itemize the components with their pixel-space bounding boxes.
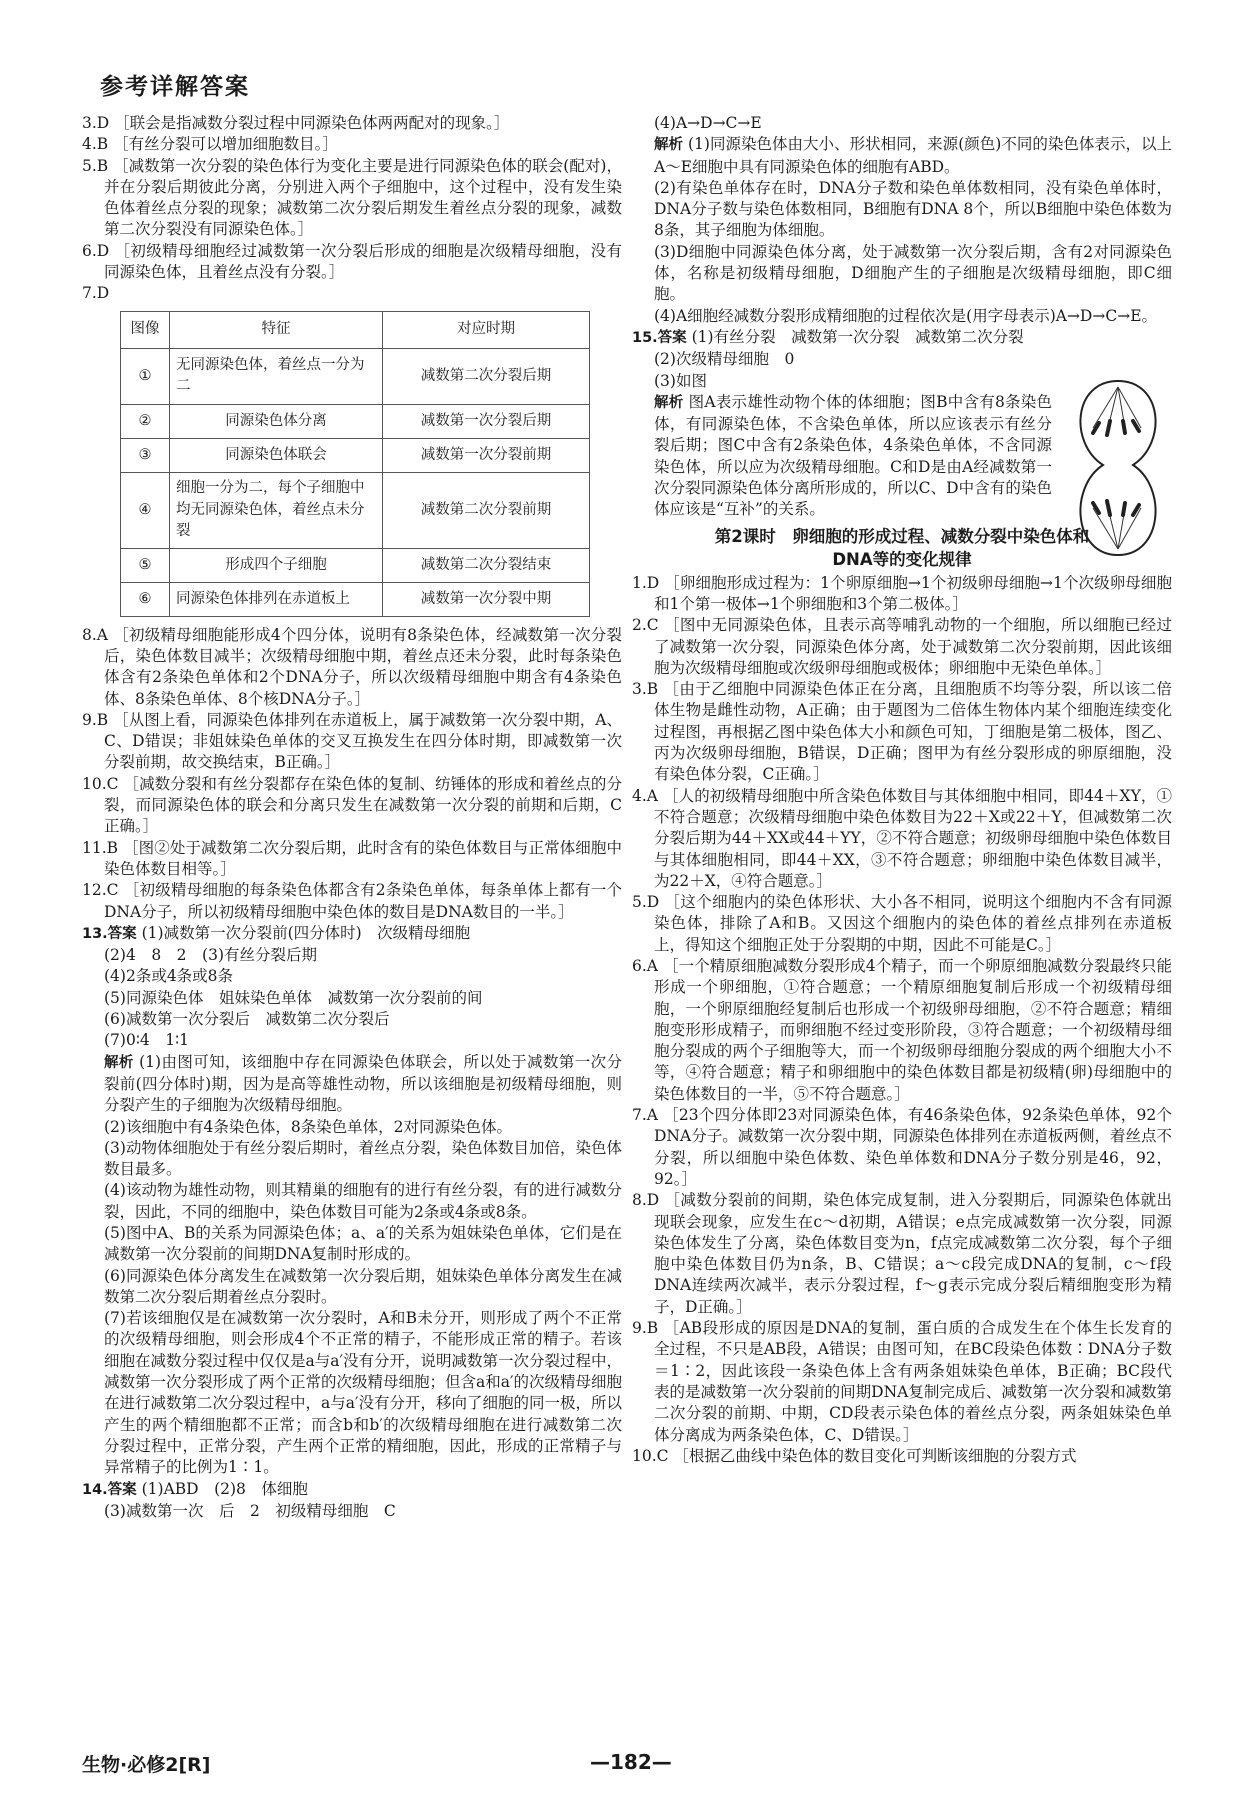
answer-8: 8.A ［初级精母细胞能形成4个四分体，说明有8条染色体，经减数第一次分裂后，染色体数目减半；次级精母细胞中期，着丝点还未分裂，此时每条染色体含有2条染色单体和2个DNA分子，所以次级精母细胞中期含有4条染色体、8条染色单体、8个核DNA分子。］ (82, 625, 622, 708)
answer-13-part: (1)减数第一次分裂前(四分体时) 次级精母细胞 (141, 923, 471, 942)
answer-14-part: (4)A→D→C→E (654, 114, 762, 132)
section-title-line: 第2课时 卵细胞的形成过程、减数分裂中染色体和 (714, 526, 1090, 546)
answer-15-part: (3)如图 (654, 371, 707, 390)
section-answer-9: 9.B ［AB段形成的原因是DNA的复制，蛋白质的合成发生在个体生长发育的全过程，不只是AB段，A错误；由图可知，在BC段染色体数∶DNA分子数＝1∶2，因此该段一条染色体上含有两条姐妹染色单体，B正确；BC段代表的是减数第一次分裂前的间期DNA复制完成后、减数第一次分裂和减数第二次分裂的前期、中期，CD段表示染色体的着丝点分裂，两条姐妹染色单体分离成为两条染色体，C、D错误。］ (632, 1319, 1172, 1444)
section-answer-3: 3.B ［由于乙细胞中同源染色体正在分离，且细胞质不均等分裂，所以该二倍体生物是雌性动物，A正确；由于题图为二倍体生物体内某个细胞连续变化过程图，再根据乙图中染色体大小和颜色可知，丁细胞是第二极体，图乙、丙为次级卵母细胞，B错误，D正确；图甲为有丝分裂形成的卵原细胞，没有染色体分裂，C正确。］ (632, 680, 1172, 784)
table-row (121, 472, 590, 548)
analysis-text: (1)由图可知，该细胞中存在同源染色体联会，所以处于减数第一次分裂前(四分体时)期，因为是高等雄性动物，所以该细胞是初级精母细胞，则分裂产生的子细胞为次级精母细胞。 (104, 1052, 622, 1115)
table-cell: ④ (121, 472, 170, 548)
answer-6: 6.D ［初级精母细胞经过减数第一次分裂后形成的细胞是次级精母细胞，没有同源染色体，且着丝点没有分裂。］ (82, 241, 622, 282)
table-cell: ② (121, 404, 170, 438)
table-cell: 形成四个子细胞 (170, 548, 383, 582)
answer-15-part: (2)次级精母细胞 0 (654, 350, 795, 369)
answer-13-part: (6)减数第一次分裂后 减数第二次分裂后 (104, 1010, 390, 1029)
table-cell: 减数第一次分裂后期 (383, 404, 590, 438)
answer-13-part: (2)4 8 2 (3)有丝分裂后期 (104, 946, 317, 965)
answer-7: 7.D (82, 284, 110, 303)
table-row (121, 348, 590, 404)
answer-label: 13.答案 (82, 925, 137, 942)
table-cell: 无同源染色体，着丝点一分为二 (170, 348, 383, 404)
section-answer-2: 2.C ［图中无同源染色体，且表示高等哺乳动物的一个细胞，所以细胞已经过了减数第一次分裂，同源染色体分离，处于减数第二次分裂前期，因此该细胞为次级精母细胞或次级卵母细胞或极体；卵细胞中无染色单体。］ (632, 616, 1172, 677)
analysis-14 (632, 134, 1172, 178)
page-number: —182— (590, 1750, 672, 1774)
table-cell: 同源染色体排列在赤道板上 (170, 582, 383, 616)
analysis-text: (2)有染色单体存在时，DNA分子数和染色单体数相同，没有染色单体时，DNA分子数与染色体数相同，B细胞有DNA 8个，所以B细胞中染色体数为8条，其子细胞为体细胞。 (654, 178, 1172, 240)
answer-13-part: (7)0∶4 1∶1 (104, 1031, 189, 1050)
table-row (121, 548, 590, 582)
answer-12: 12.C ［初级精母细胞的每条染色体都含有2条染色单体，每条单体上都有一个DNA分子，所以初级精母细胞中染色体的数目是DNA数目的一半。］ (82, 881, 622, 921)
analysis-text: (2)该细胞中有4条染色体，8条染色单体，2对同源染色体。 (104, 1117, 513, 1136)
section-answer-6: 6.A ［一个精原细胞减数分裂形成4个精子，而一个卵原细胞减数分裂最终只能形成一个卵细胞，①符合题意；一个精原细胞复制后形成一个初级精母细胞，一个卵原细胞经复制后也形成一个初级卵母细胞，②不符合题意；精细胞变形形成精子，而卵细胞不经过变形阶段，③符合题意；一个初级精母细胞分裂成的两个子细胞等大，而一个初级卵母细胞分裂成的两个细胞大小不等，④符合题意；精子和卵细胞中的染色体数目都是初级精(卵)母细胞中的染色体数目的一半，⑤不符合题意。］ (632, 956, 1172, 1103)
answer-15 (632, 327, 1052, 349)
section-answer-5: 5.D ［这个细胞内的染色体形状、大小各不相同，说明这个细胞内不含有同源染色体，排除了A和B。又因这个细胞内的染色体的着丝点排列在赤道板上，得知这个细胞正处于分裂期的中期，因此不可能是C。］ (632, 893, 1172, 954)
table-header-cell: 图像 (121, 311, 170, 348)
answer-13-part: (4)2条或4条或8条 (104, 967, 234, 986)
answer-15-block (632, 327, 1052, 521)
answer-14 (82, 1479, 622, 1501)
dividing-cell-figure (1063, 373, 1173, 563)
answer-9: 9.B ［从图上看，同源染色体排列在赤道板上，属于减数第一次分裂中期，A、C、D错误；非姐妹染色单体的交叉互换发生在四分体时期，即减数第一次分裂前期，故交换结束，B正确。］ (82, 710, 622, 772)
analysis-text: (4)该动物为雄性动物，则其精巢的细胞有的进行有丝分裂，有的进行减数分裂，因此，不同的细胞中，染色体数目可能为2条或4条或8条。 (104, 1181, 622, 1221)
table-cell: 减数第一次分裂中期 (383, 582, 590, 616)
table-cell: 减数第二次分裂前期 (383, 472, 590, 548)
section-answer-8: 8.D ［减数分裂前的间期，染色体完成复制，进入分裂期后，同源染色体就出现联会现象，应发生在c～d初期，A错误；e点完成减数第一次分裂，同源染色体发生了分离，染色体数目变为n，f点完成减数第二次分裂，每个子细胞中染色体数目仍为n条，B、C错误；a～c段完成DNA的复制，c～f段DNA连续两次减半，表示分裂过程，f～g表示完成分裂后精细胞变形为精子，D正确。］ (632, 1191, 1172, 1316)
analysis-text: (1)同源染色体由大小、形状相同，来源(颜色)不同的染色体表示，以上A～E细胞中具有同源染色体的细胞有ABD。 (654, 135, 1172, 176)
section-title-line: DNA等的变化规律 (832, 549, 972, 569)
answer-15-part: (1)有丝分裂 减数第一次分裂 减数第二次分裂 (691, 327, 1024, 346)
analysis-text: (3)动物体细胞处于有丝分裂后期时，着丝点分裂，染色体数目加倍，染色体数目最多。 (104, 1138, 622, 1179)
right-column (632, 113, 1172, 1467)
table-cell: 同源染色体联会 (170, 438, 383, 472)
answer-label: 14.答案 (82, 1481, 137, 1498)
analysis-text: (5)图中A、B的关系为同源染色体；a、a′的关系为姐妹染色单体，它们是在减数第一次分裂前的间期DNA复制时形成的。 (104, 1223, 622, 1264)
page-header-title: 参考详解答案 (100, 74, 250, 100)
analysis-13 (82, 1052, 622, 1117)
analysis-label: 解析 (104, 1054, 134, 1071)
analysis-text: (6)同源染色体分离发生在减数第一次分裂后期，姐妹染色单体分离发生在减数第二次分裂后期着丝点分裂时。 (104, 1266, 622, 1306)
table-header-cell: 特征 (170, 311, 383, 348)
analysis-15 (632, 392, 1052, 521)
analysis-label: 解析 (654, 394, 684, 411)
cell-membrane (1080, 381, 1155, 555)
table-row (121, 404, 590, 438)
table-header-cell: 对应时期 (383, 311, 590, 348)
section-answer-1: 1.D ［卵细胞形成过程为：1个卵原细胞→1个初级卵母细胞→1个次级卵母细胞和1个第一极体→1个卵细胞和3个第二极体。］ (632, 573, 1172, 613)
table-cell: 减数第二次分裂后期 (383, 348, 590, 404)
answer-10: 10.C ［减数分裂和有丝分裂都存在染色体的复制、纺锤体的形成和着丝点的分裂，而同源染色体的联会和分离只发生在减数第一次分裂的前期和后期，C正确。］ (82, 774, 622, 836)
table-cell: 细胞一分为二，每个子细胞中均无同源染色体，着丝点未分裂 (170, 472, 383, 548)
answer-11: 11.B ［图②处于减数第二次分裂后期，此时含有的染色体数目与正常体细胞中染色体数目相等。］ (82, 838, 622, 878)
table-row (121, 582, 590, 616)
table-header-row (121, 311, 590, 348)
meiosis-stage-table (120, 311, 590, 617)
answer-3: 3.D ［联会是指减数分裂过程中同源染色体两两配对的现象。］ (82, 114, 510, 132)
answer-5: 5.B ［减数第一次分裂的染色体行为变化主要是进行同源染色体的联会(配对)，并在分裂后期彼此分离，分别进入两个子细胞中，这个过程中，没有发生染色体着丝点分裂的现象；减数第二次分裂后期发生着丝点分裂的现象，减数第二次分裂没有同源染色体。］ (82, 156, 622, 239)
analysis-label: 解析 (654, 137, 684, 154)
answer-4: 4.B ［有丝分裂可以增加细胞数目。］ (82, 135, 338, 154)
analysis-text: 图A表示雄性动物个体的体细胞；图B中含有8条染色体，有同源染色体，不含染色单体，所以应该表示有丝分裂后期；图C中含有2条染色体，4条染色单体，不含同源染色体，所以应为次级精母细胞。C和D是由A经减数第一次分裂同源染色体分离所形成的，所以C、D中含有的染色体应该是“互补”的关系。 (654, 392, 1053, 519)
analysis-text: (3)D细胞中同源染色体分离，处于减数第一次分裂后期，含有2对同源染色体，名称是初级精母细胞，D细胞产生的子细胞是次级精母细胞，即C细胞。 (654, 242, 1172, 304)
table-cell: 减数第二次分裂结束 (383, 548, 590, 582)
answer-13-part: (5)同源染色体 姐妹染色单体 减数第一次分裂前的间 (104, 988, 483, 1007)
section-answer-4: 4.A ［人的初级精母细胞中所含染色体数目与其体细胞中相同，即44＋XY，①不符合题意；次级精母细胞中染色体数目为22＋X或22＋Y，但减数第二次分裂后期为44＋XX或44＋YY，②不符合题意；初级卵母细胞中染色体数目与其体细胞相同，即44＋XX，③不符合题意；卵细胞中染色体数目减半，为22＋X，④符合题意。］ (632, 786, 1172, 890)
answer-14-part: (3)减数第一次 后 2 初级精母细胞 C (104, 1501, 396, 1520)
table-cell: 同源染色体分离 (170, 404, 383, 438)
table-cell: ⑥ (121, 582, 170, 616)
analysis-text: (7)若该细胞仅是在减数第一次分裂时，A和B未分开，则形成了两个不正常的次级精母细胞，则会形成4个不正常的精子，不能形成正常的精子。若该细胞在减数分裂过程中仅仅是a与a′没有分开，说明减数第一次分裂过程中，减数第一次分裂形成了两个正常的次级精母细胞；但含a和a′的次级精母细胞在进行减数第二次分裂过程中，a与a′没有分开，移向了细胞的同一极，所以产生的两个精细胞都不正常；而含b和b′的次级精母细胞在进行减数第二次分裂过程中，正常分裂，产生两个正常的精细胞，因此，形成的正常精子与异常精子的比例为1∶1。 (104, 1309, 623, 1477)
answer-label: 15.答案 (632, 329, 687, 346)
table-cell: ① (121, 348, 170, 404)
table-cell: ⑤ (121, 548, 170, 582)
section-answer-10: 10.C ［根据乙曲线中染色体的数目变化可判断该细胞的分裂方式 (632, 1446, 1077, 1465)
answer-14-part: (1)ABD (2)8 体细胞 (141, 1479, 308, 1498)
analysis-text: (4)A细胞经减数分裂形成精细胞的过程依次是(用字母表示)A→D→C→E。 (654, 306, 1158, 325)
section-answer-7: 7.A ［23个四分体即23对同源染色体，有46条染色体，92条染色单体，92个DNA分子。减数第一次分裂中期，同源染色体排列在赤道板两侧，着丝点不分裂，所以细胞中染色体数、染色单体数和DNA分子数分别是46，92，92。］ (632, 1106, 1172, 1188)
table-cell: ③ (121, 438, 170, 472)
answer-13 (82, 923, 622, 945)
table-row (121, 438, 590, 472)
footer-subject: 生物·必修2[R] (82, 1754, 211, 1776)
table-cell: 减数第一次分裂前期 (383, 438, 590, 472)
left-column (82, 113, 622, 1522)
